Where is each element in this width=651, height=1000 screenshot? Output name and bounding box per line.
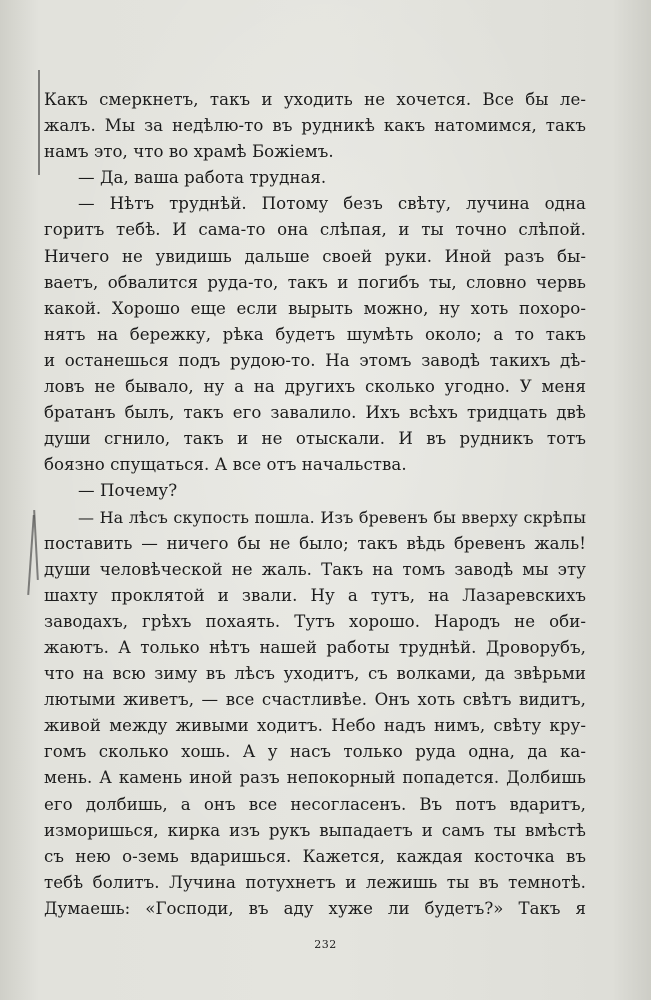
text-line: боязно спущаться. А все отъ начальства. <box>44 455 407 475</box>
text-line: изморишься, кирка изъ рукъ выпадаетъ и самъ ты вмѣстѣ <box>44 820 586 840</box>
text-line: Какъ смеркнетъ, такъ и уходить не хочется. Все бы ле- <box>44 90 586 109</box>
text-line: поставить — ничего бы не было; такъ вѣдь бревенъ жаль! <box>44 533 586 553</box>
text-line: — Почему? <box>78 481 178 501</box>
text-line: что на всю зиму въ лѣсъ уходитъ, съ волками, да звѣрьми <box>44 664 586 684</box>
text-line: шахту проклятой и звали. Ну а тутъ, на Лазаревскихъ <box>44 585 586 605</box>
text-line: жаютъ. А только нѣтъ нашей работы труднѣй. Дроворубъ, <box>44 637 586 657</box>
text-line: Ничего не увидишь дальше своей руки. Иной разъ бы- <box>44 246 586 266</box>
text-line: ловъ не бывало, ну а на другихъ сколько угодно. У меня <box>44 377 586 397</box>
text-line: его долбишь, а онъ все несогласенъ. Въ потъ вдаритъ, <box>44 794 586 814</box>
text-line: братанъ былъ, такъ его завалило. Ихъ всѣхъ тридцать двѣ <box>44 403 586 423</box>
text-line: горитъ тебѣ. И сама-то она слѣпая, и ты точно слѣпой. <box>44 220 586 240</box>
text-line: ваетъ, обвалится руда-то, такъ и погибъ ты, словно червь <box>44 272 586 292</box>
text-line: съ нею о-земь вдаришься. Кажется, каждая косточка въ <box>44 846 586 866</box>
text-line: гомъ сколько хошь. А у насъ только руда одна, да ка- <box>44 742 586 762</box>
text-line: Думаешь: «Господи, въ аду хуже ли будетъ?» Такъ я <box>44 898 586 918</box>
text-line: намъ это, что во храмѣ Божіемъ. <box>44 142 334 162</box>
text-line: души человѣческой не жаль. Такъ на томъ заводѣ мы эту <box>44 559 586 579</box>
text-line: — На лѣсъ скупость пошла. Изъ бревенъ бы вверху скрѣпы <box>78 507 586 527</box>
text-line: — Нѣтъ труднѣй. Потому безъ свѣту, лучина одна <box>78 194 586 214</box>
text-line: тебѣ болитъ. Лучина потухнетъ и лежишь ты въ темнотѣ. <box>44 872 586 892</box>
text-line: лютыми живетъ, — все счастливѣе. Онъ хоть свѣтъ видитъ, <box>44 690 586 710</box>
page-number: 232 <box>314 938 337 951</box>
margin-pencil-mark-middle-2 <box>33 510 38 580</box>
text-line: живой между живыми ходитъ. Небо надъ нимъ, свѣту кру- <box>44 716 586 736</box>
text-line: и останешься подъ рудою-то. На этомъ заводѣ такихъ дѣ- <box>44 350 586 370</box>
text-line: души сгнило, такъ и не отыскали. И въ рудникъ тотъ <box>44 429 586 449</box>
margin-pencil-mark-top <box>38 70 40 175</box>
text-line: нятъ на бережку, рѣка будетъ шумѣть около; а то такъ <box>44 324 586 344</box>
body-text <box>44 87 586 922</box>
text-line: жалъ. Мы за недѣлю-то въ рудникѣ какъ натомимся, такъ <box>44 116 586 136</box>
text-line: — Да, ваша работа трудная. <box>78 168 327 188</box>
text-line: какой. Хорошо еще если вырыть можно, ну хоть похоро- <box>44 298 586 318</box>
text-line: заводахъ, грѣхъ похаять. Тутъ хорошо. Народъ не оби- <box>44 611 586 631</box>
text-line: мень. А камень иной разъ непокорный попадется. Долбишь <box>44 768 586 788</box>
